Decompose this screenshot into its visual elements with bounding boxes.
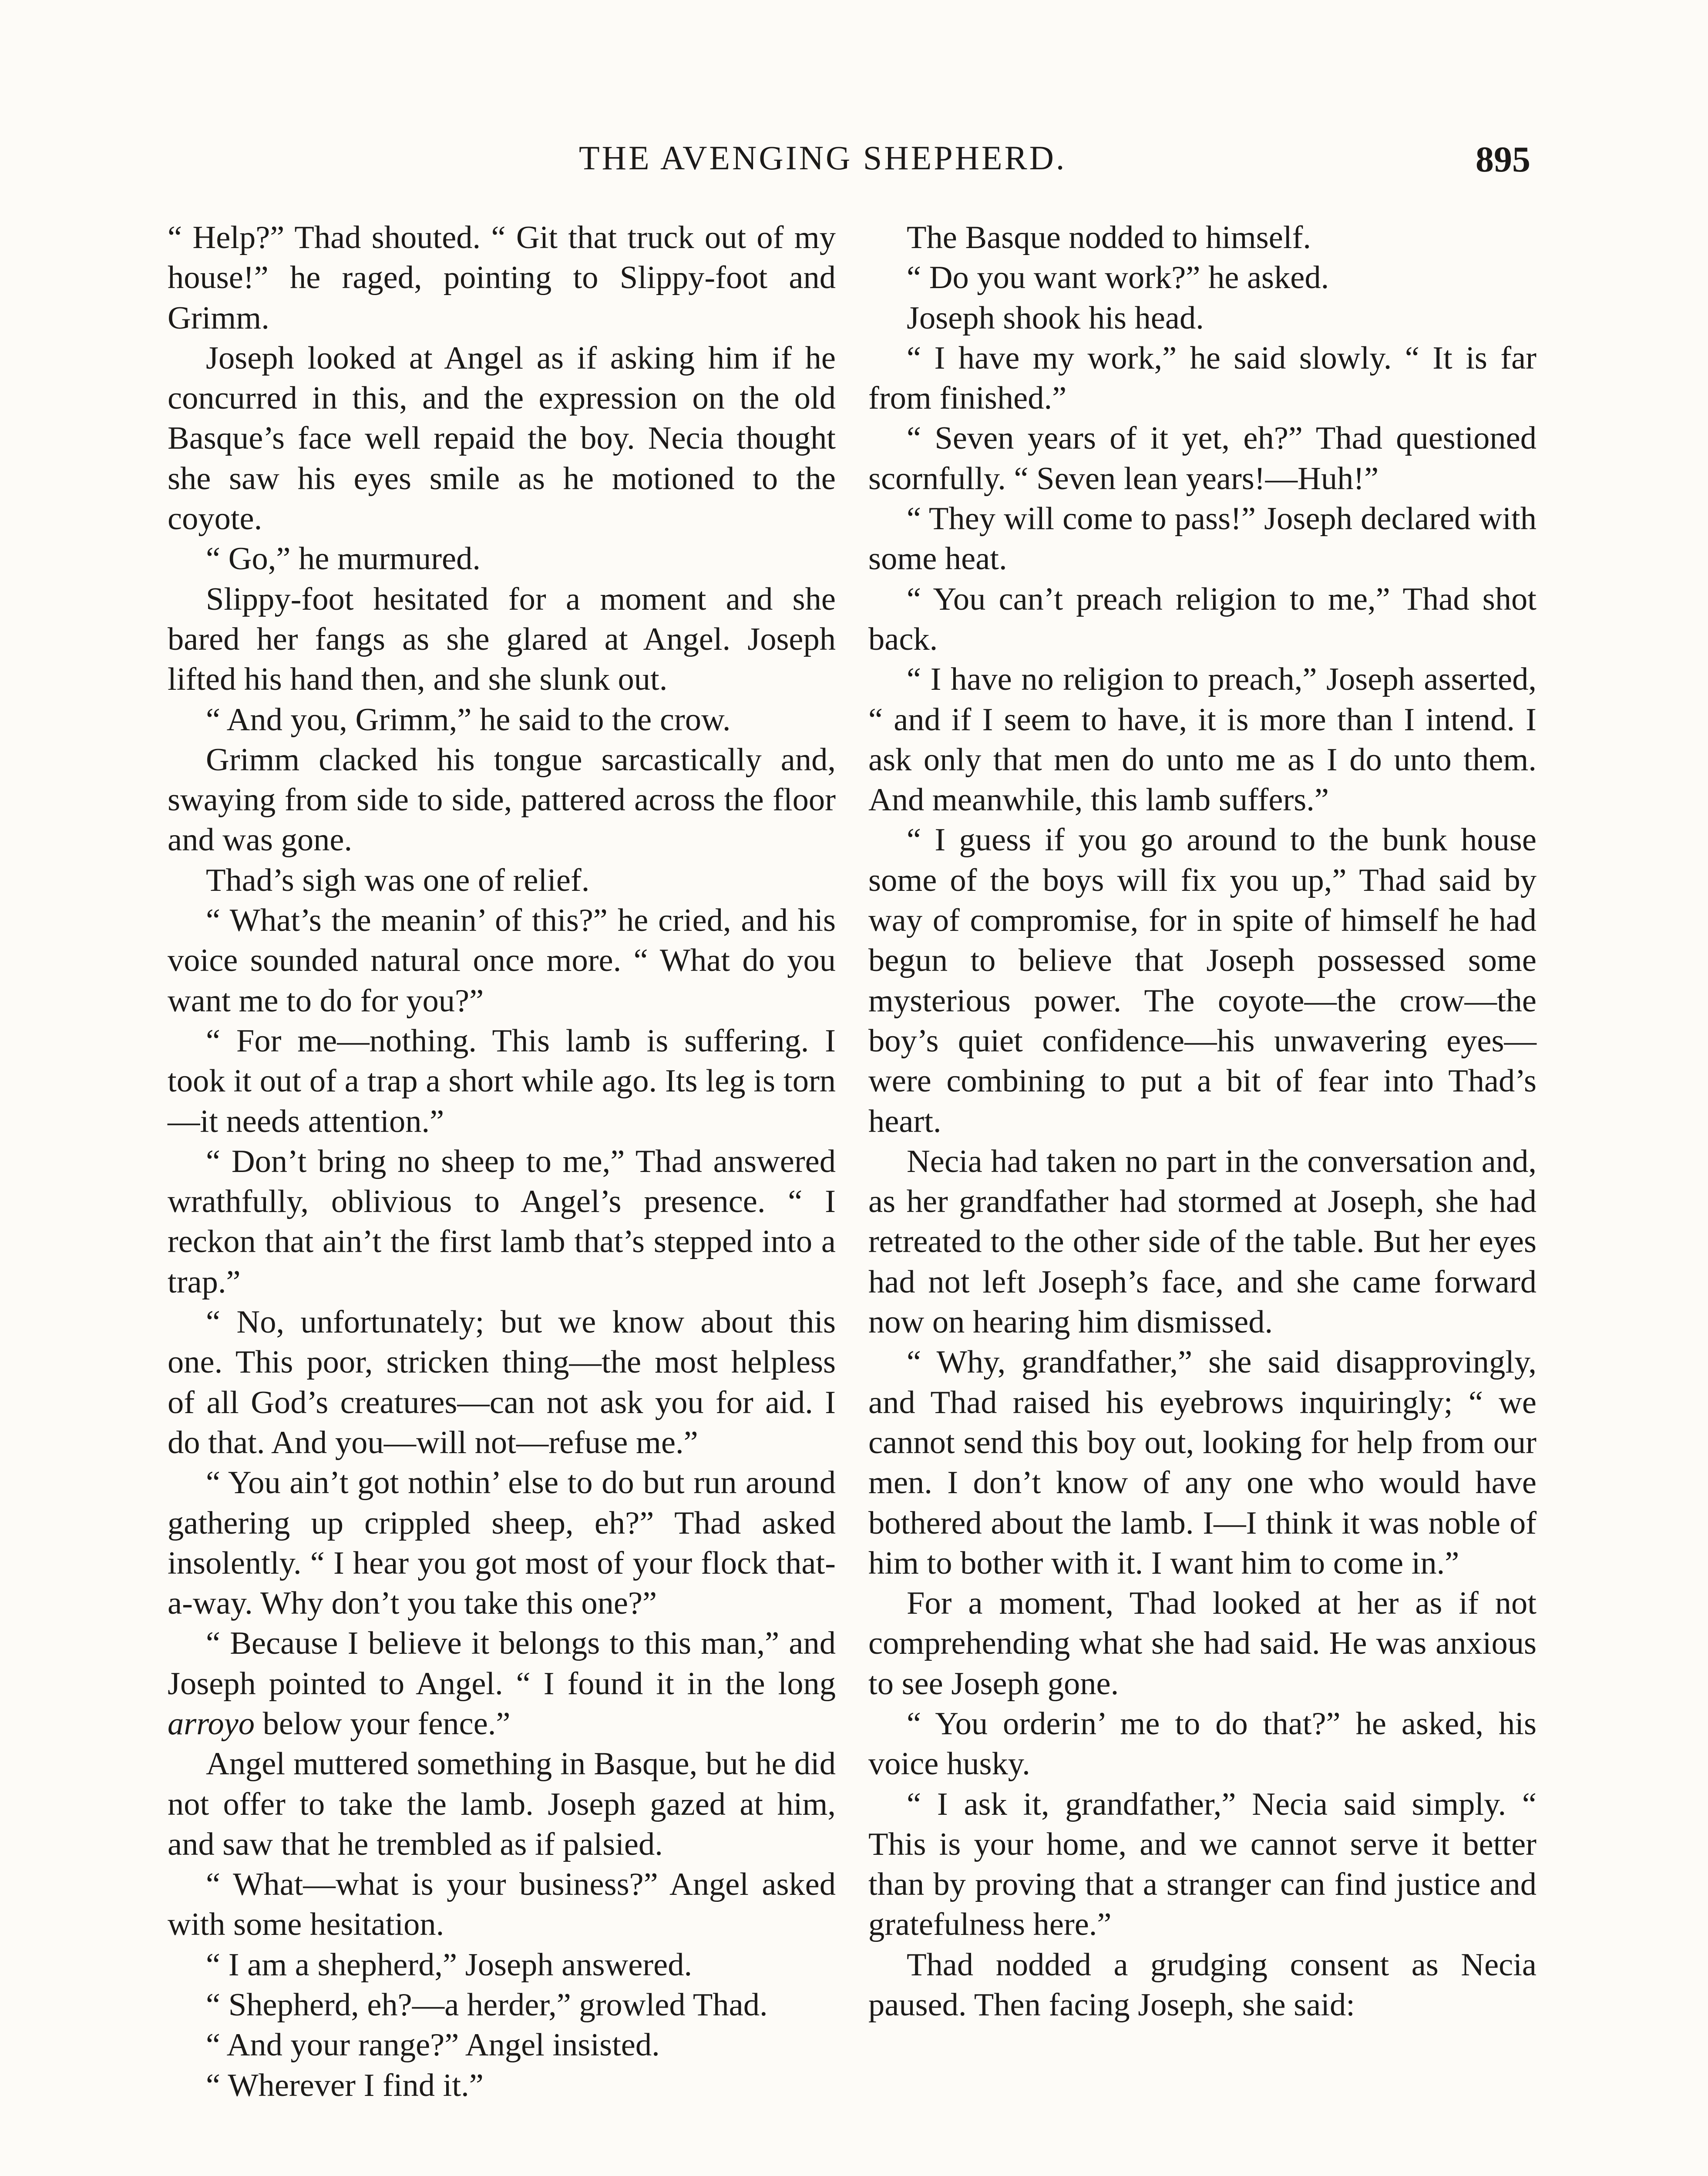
paragraph: Thad’s sigh was one of relief. — [206, 862, 590, 898]
paragraph: “ I ask it, grandfather,” Necia said simply. “ This is your home, and we cannot serve it better than by proving that a stranger can find justice and gratefulness here.” — [868, 1786, 1537, 1943]
paragraph: “ No, unfortunately; but we know about this one. This poor, stricken thing—the most helpless of all God’s creatures—can not ask you for aid. I do that. And you—will not—refuse me.” — [168, 1304, 836, 1461]
paragraph: “ Don’t bring no sheep to me,” Thad answered wrathfully, oblivious to Angel’s presence. “ I reckon that ain’t the first lamb that’s stepped into a trap.” — [168, 1143, 836, 1300]
page-number: 895 — [1476, 139, 1530, 180]
italic-word: arroyo — [168, 1706, 255, 1742]
paragraph: “ You ain’t got nothin’ else to do but run around gathering up crippled sheep, eh?” Thad asked insolently. “ I hear you got most of your flock that-a-way. Why don’t you take this one?” — [168, 1465, 836, 1622]
page-header — [0, 138, 1708, 186]
paragraph: “ And you, Grimm,” he said to the crow. — [206, 702, 731, 738]
running-title: THE AVENGING SHEPHERD. — [579, 139, 1067, 177]
paragraph: “ I guess if you go around to the bunk house some of the boys will fix you up,” Thad said by way of compromise, for in spite of himself he had begun to believe that Joseph possessed some mysterious power. The coyote—the crow—the boy’s quiet confidence—his unwavering eyes—were combining to put a bit of fear into Thad’s heart. — [868, 822, 1537, 1139]
paragraph: “ I have no religion to preach,” Joseph asserted, “ and if I seem to have, it is more than I intend. I ask only that men do unto me as I do unto them. And meanwhile, this lamb suffers.” — [868, 662, 1537, 818]
paragraph — [168, 1623, 836, 1744]
paragraph: “ I am a shepherd,” Joseph answered. — [206, 1947, 693, 1983]
paragraph: “ Do you want work?” he asked. — [907, 260, 1329, 296]
paragraph: “ I have my work,” he said slowly. “ It is far from finished.” — [868, 340, 1537, 416]
paragraph: “ Go,” he murmured. — [206, 541, 481, 577]
paragraph: “ You orderin’ me to do that?” he asked, his voice husky. — [868, 1706, 1537, 1782]
paragraph: Angel muttered something in Basque, but he did not offer to take the lamb. Joseph gazed at him, and saw that he trembled as if palsied. — [168, 1746, 836, 1862]
paragraph: “ Help?” Thad shouted. “ Git that truck out of my house!” he raged, pointing to Slippy-foot and Grimm. — [168, 220, 836, 336]
paragraph: Grimm clacked his tongue sarcastically and, swaying from side to side, pattered across the floor and was gone. — [168, 742, 836, 858]
paragraph: Joseph shook his head. — [907, 300, 1204, 336]
paragraph: Slippy-foot hesitated for a moment and she bared her fangs as she glared at Angel. Joseph lifted his hand then, and she slunk out. — [168, 581, 836, 698]
paragraph: “ And your range?” Angel insisted. — [206, 2027, 660, 2063]
paragraph: Thad nodded a grudging consent as Necia paused. Then facing Joseph, she said: — [868, 1947, 1537, 2023]
paragraph: “ Why, grandfather,” she said disapprovingly, and Thad raised his eyebrows inquiringly; “ we cannot send this boy out, looking for help from our men. I don’t know of any one who would have bothered about the lamb. I—I think it was noble of him to bother with it. I want him to come in.” — [868, 1344, 1537, 1581]
paragraph: “ For me—nothing. This lamb is suffering. I took it out of a trap a short while ago. Its leg is torn—it needs attention.” — [168, 1023, 836, 1139]
paragraph-text: “ Because I believe it belongs to this man,” and Joseph pointed to Angel. “ I found it in the long — [168, 1625, 836, 1702]
paragraph: “ What—what is your business?” Angel asked with some hesitation. — [168, 1867, 836, 1943]
paragraph: Joseph looked at Angel as if asking him if he concurred in this, and the expression on the old Basque’s face well repaid the boy. Necia thought she saw his eyes smile as he motioned to the coyote. — [168, 340, 836, 537]
left-column — [168, 218, 836, 2105]
paragraph: “ What’s the meanin’ of this?” he cried, and his voice sounded natural once more. “ What do you want me to do for you?” — [168, 903, 836, 1019]
paragraph: “ You can’t preach religion to me,” Thad shot back. — [868, 581, 1537, 657]
paragraph: Necia had taken no part in the conversation and, as her grandfather had stormed at Joseph, she had retreated to the other side of the table. But her eyes had not left Joseph’s face, and she came forward now on hearing him dismissed. — [868, 1143, 1537, 1340]
paragraph: For a moment, Thad looked at her as if not comprehending what she had said. He was anxious to see Joseph gone. — [868, 1585, 1537, 1702]
paragraph: “ They will come to pass!” Joseph declared with some heat. — [868, 501, 1537, 577]
paragraph: “ Shepherd, eh?—a herder,” growled Thad. — [206, 1987, 768, 2023]
right-column — [868, 218, 1537, 2025]
paragraph: The Basque nodded to himself. — [907, 220, 1311, 255]
paragraph-text: below your fence.” — [255, 1706, 511, 1742]
paragraph: “ Wherever I find it.” — [206, 2067, 484, 2103]
paragraph: “ Seven years of it yet, eh?” Thad questioned scornfully. “ Seven lean years!—Huh!” — [868, 420, 1537, 497]
